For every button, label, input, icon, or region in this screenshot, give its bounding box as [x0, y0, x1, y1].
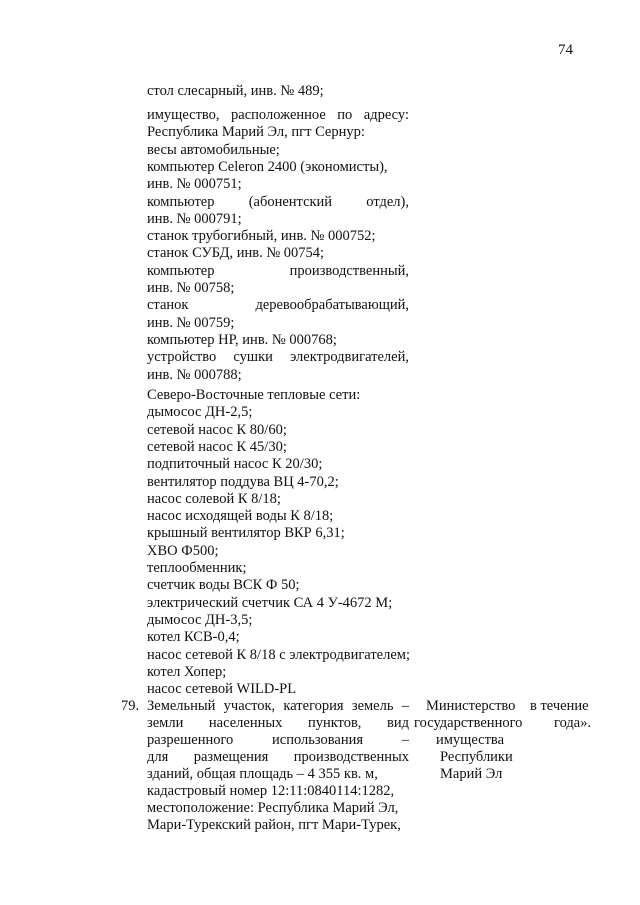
text-word: крышный вентилятор ВКР 6,31; — [147, 525, 345, 542]
text-line — [147, 349, 409, 366]
text-word: использования — [272, 732, 364, 748]
text-line — [147, 681, 409, 698]
text-word: инв. № 000751; — [147, 176, 242, 193]
item-number: 79. — [121, 698, 140, 714]
text-line — [147, 228, 409, 245]
text-word: Республика Марий Эл, пгт Сернур: — [147, 124, 365, 141]
text-line — [147, 194, 409, 211]
text-line — [147, 525, 409, 542]
text-word: размещения — [193, 749, 269, 765]
text-word: станок трубогибный, инв. № 000752; — [147, 228, 376, 245]
text-line — [147, 543, 409, 560]
term-line: года». — [554, 715, 592, 731]
text-word: инв. № 000791; — [147, 210, 242, 227]
text-word: насос исходящей воды К 8/18; — [147, 508, 334, 525]
text-line — [147, 698, 409, 715]
text-line — [147, 732, 409, 749]
text-line — [147, 263, 409, 280]
text-word: (абонентский — [248, 193, 333, 210]
text-line — [147, 280, 409, 297]
text-word: дымосос ДН-3,5; — [147, 611, 253, 628]
text-line — [147, 245, 409, 262]
text-word: инв. № 00758; — [147, 280, 235, 296]
page-number: 74 — [558, 42, 573, 58]
text-word: земель — [351, 698, 394, 714]
text-line — [147, 800, 409, 817]
text-word: насос сетевой WILD-PL — [147, 681, 297, 698]
text-word: инв. № 00759; — [147, 314, 235, 331]
text-word: Земельный — [147, 698, 216, 714]
text-line — [147, 491, 409, 508]
text-line — [147, 577, 409, 594]
text-line — [147, 612, 409, 629]
text-word: отдел), — [366, 193, 409, 210]
text-word: весы автомобильные; — [147, 141, 280, 158]
text-line — [147, 560, 409, 577]
text-word: подпиточный насос К 20/30; — [147, 456, 323, 473]
text-word: станок — [147, 297, 189, 314]
text-line — [147, 176, 409, 193]
text-word: насос сетевой К 8/18 с электродвигателем; — [147, 646, 410, 663]
text-line — [147, 124, 409, 141]
text-word: компьютер HP, инв. № 000768; — [147, 331, 337, 348]
text-line — [147, 456, 409, 473]
text-word: компьютер Celeron 2400 (экономисты), — [147, 158, 388, 175]
holder-line: Республики — [440, 749, 513, 765]
text-word: Северо-Восточные тепловые сети: — [147, 387, 361, 403]
text-line — [147, 404, 409, 421]
text-line — [147, 297, 409, 314]
text-line — [147, 647, 409, 664]
text-word: зданий, общая площадь – 4 355 кв. м, — [147, 766, 378, 782]
text-word: станок СУБД, инв. № 00754; — [147, 245, 325, 262]
text-word: электродвигателей, — [290, 349, 409, 366]
text-word: земли — [147, 715, 184, 731]
text-word: вид — [387, 715, 409, 731]
text-word: населенных — [208, 715, 283, 731]
text-line — [147, 629, 409, 646]
text-word: компьютер — [147, 262, 215, 279]
text-word: местоположение: Республика Марий Эл, — [147, 800, 399, 816]
text-word: сушки — [233, 349, 273, 366]
holder-line: имущества — [436, 732, 505, 748]
holder-line: Министерство — [426, 698, 516, 714]
text-word: сетевой насос К 80/60; — [147, 421, 287, 438]
text-word: дымосос ДН-2,5; — [147, 404, 253, 421]
text-word: стол слесарный, инв. № 489; — [147, 83, 324, 99]
text-line — [147, 439, 409, 456]
text-line — [147, 142, 409, 159]
text-line — [147, 211, 409, 228]
text-line — [147, 107, 409, 124]
term-line: в течение — [530, 698, 589, 714]
text-word: устройство — [147, 349, 217, 366]
text-word: ХВО Ф500; — [147, 542, 219, 559]
text-word: насос солевой К 8/18; — [147, 490, 281, 507]
holder-line: государственного — [414, 715, 523, 731]
text-word: инв. № 000788; — [147, 366, 242, 383]
text-line — [147, 474, 409, 491]
text-line — [147, 315, 409, 332]
text-word: счетчик воды ВСК Ф 50; — [147, 577, 300, 594]
text-word: – — [401, 732, 409, 748]
text-line — [147, 664, 409, 681]
text-word: компьютер — [147, 193, 215, 210]
text-line — [147, 422, 409, 439]
text-word: расположенное — [231, 107, 326, 123]
text-line — [147, 783, 409, 800]
text-word: разрешенного — [147, 732, 234, 748]
text-word: теплообменник; — [147, 560, 247, 576]
text-word: электрический счетчик СА 4 У-4672 М; — [147, 594, 393, 611]
text-word: адресу: — [363, 107, 409, 123]
holder-line: Марий Эл — [440, 766, 503, 782]
text-word: вентилятор поддува ВЦ 4-70,2; — [147, 473, 339, 490]
text-line — [147, 715, 409, 732]
text-word: сетевой насос К 45/30; — [147, 438, 287, 455]
text-word: котел Хопер; — [147, 663, 227, 680]
text-line — [147, 83, 409, 100]
text-word: участок, — [223, 698, 276, 714]
text-word: производственный, — [289, 262, 409, 279]
text-line — [147, 332, 409, 349]
text-line — [147, 817, 409, 834]
text-line — [147, 766, 409, 783]
text-line — [147, 367, 409, 384]
text-line — [147, 749, 409, 766]
text-word: – — [401, 698, 409, 714]
text-word: деревообрабатывающий, — [255, 297, 409, 314]
text-word: по — [337, 107, 353, 123]
text-line — [147, 159, 409, 176]
text-line — [147, 508, 409, 525]
text-line — [147, 387, 409, 404]
text-word: категория — [283, 698, 344, 714]
text-word: пунктов, — [307, 715, 362, 731]
text-word: имущество, — [147, 107, 220, 123]
text-word: котел КСВ-0,4; — [147, 629, 240, 646]
text-word: производственных — [293, 749, 409, 765]
text-word: Мари-Турекский район, пгт Мари-Турек, — [147, 817, 401, 833]
text-word: кадастровый номер 12:11:0840114:1282, — [147, 783, 395, 799]
text-line — [147, 595, 409, 612]
text-word: для — [147, 749, 169, 765]
